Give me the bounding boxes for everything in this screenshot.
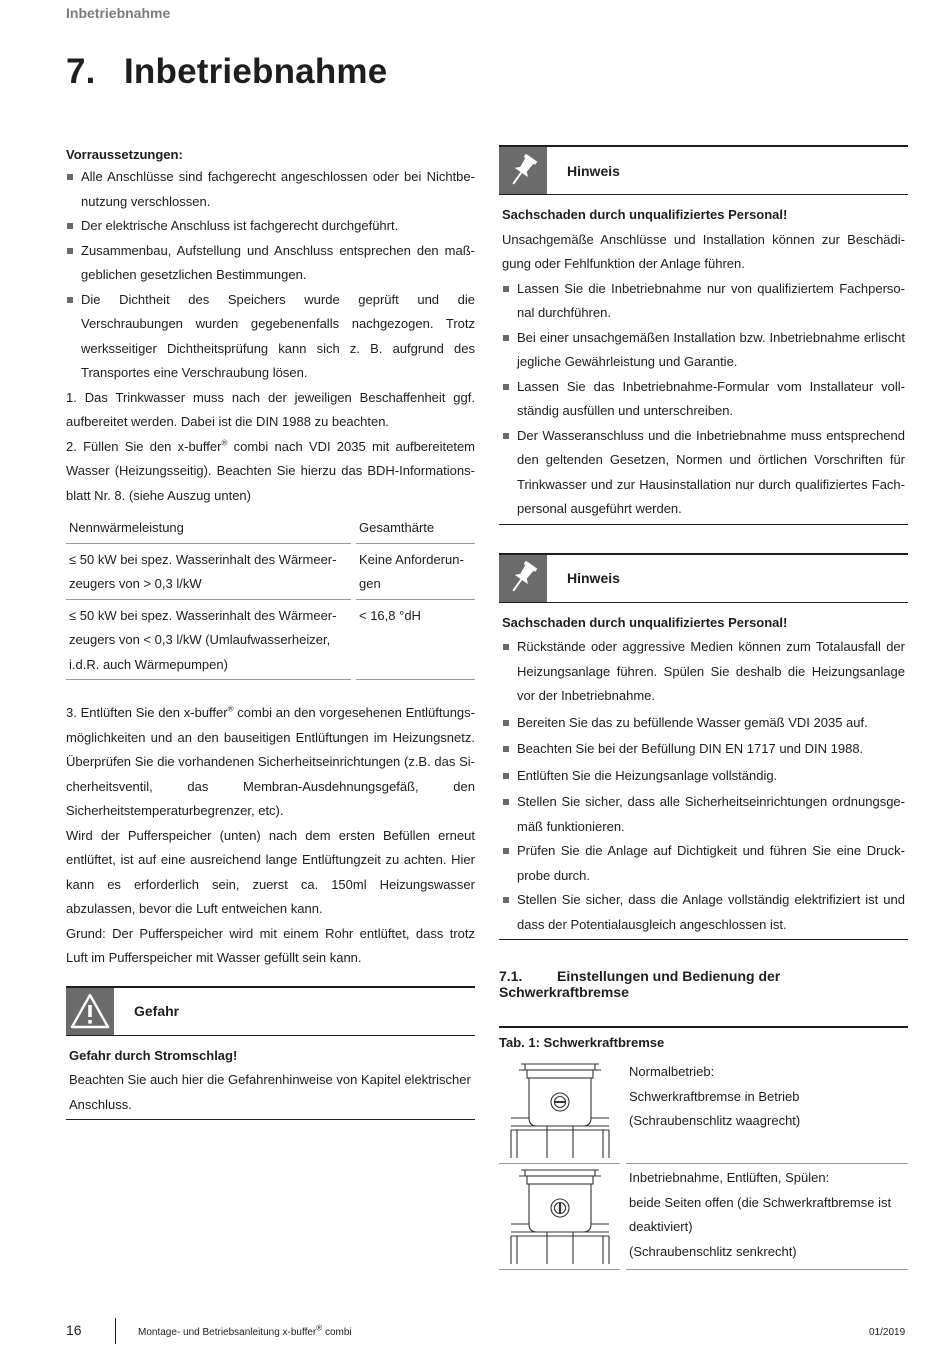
- notice-subtitle: Sachschaden durch unqualifiziertes Personal!: [502, 614, 788, 630]
- notice-header: [499, 555, 908, 603]
- pushpin-icon: [499, 555, 547, 602]
- step-2-start: 2. Füllen Sie den x-buffer: [66, 438, 222, 454]
- notice-list: [502, 277, 905, 522]
- step-2-rest: combi nach VDI 2035 mit aufbereitetem Wasser (Heizungsseitig). Beachten Sie hierzu das BDH-Informationsblatt Nr. 8. (siehe Auszug unten): [66, 438, 475, 503]
- section-heading: [499, 968, 908, 1000]
- water-hardness-table: [66, 512, 475, 680]
- list-item: Stellen Sie sicher, dass alle Sicherheitseinrichtungen ordnungsgemäß funktionieren.: [502, 790, 905, 839]
- footer-title-start: Montage- und Betriebsanleitung x-buffer: [138, 1327, 317, 1338]
- table-row: [66, 600, 475, 681]
- footer-divider: [115, 1318, 116, 1344]
- list-item: Bei einer unsachgemäßen Installation bzw. Inbetriebnahme erlischt jegliche Gewährleistung und Garantie.: [502, 326, 905, 375]
- brake-desc-commissioning: [626, 1164, 908, 1270]
- notice-subtitle: Sachschaden durch unqualifiziertes Personal!: [502, 207, 788, 222]
- table-header-row: [66, 512, 475, 544]
- warning-triangle-icon: [66, 988, 114, 1035]
- danger-box: [66, 986, 475, 1121]
- notice-list: [502, 635, 905, 937]
- table-row: [499, 1058, 908, 1164]
- chapter-title: [66, 52, 387, 92]
- table-cell: ≤ 50 kW bei spez. Wasserinhalt des Wärmeerzeugers von > 0,3 l/kW: [66, 544, 351, 600]
- brake-image-horizontal: [499, 1058, 620, 1164]
- notice-box: [499, 145, 908, 525]
- column-header: Gesamthärte: [356, 512, 475, 544]
- page-number: 16: [66, 1322, 82, 1338]
- table-cell: Keine Anforderungen: [356, 544, 475, 600]
- column-header: Nennwärmeleistung: [66, 512, 351, 544]
- running-head: Inbetriebnahme: [66, 5, 171, 21]
- section-number: 7.1.: [499, 968, 523, 984]
- step-1: 1. Das Trinkwasser muss nach der jeweiligen Beschaffenheit ggf. aufbereitet werden. Dabei ist die DIN 1988 zu beachten.: [66, 389, 475, 429]
- brake-desc-line: Schwerkraftbremse in Betrieb: [629, 1088, 800, 1104]
- brake-desc-line: Normalbetrieb:: [629, 1064, 715, 1079]
- notice-header: [499, 147, 908, 195]
- list-item: Die Dichtheit des Speichers wurde geprüft und die Verschraubungen wurden gegebenenfalls nachgezogen. Trotz werksseitiger Dichtheitsprüfung kann sich z. B. aufgrund des Transportes eine Verschraubung lösen.: [66, 288, 475, 386]
- danger-header: [66, 988, 475, 1036]
- list-item: Lassen Sie das Inbetriebnahme-Formular vom Installateur vollständig ausfüllen und unterschreiben.: [502, 375, 905, 424]
- step-2: [66, 435, 475, 509]
- notice-title: Hinweis: [567, 570, 620, 586]
- table-caption: Tab. 1: Schwerkraftbremse: [499, 1035, 665, 1050]
- table-row: [499, 1164, 908, 1270]
- list-item: Der Wasseranschluss und die Inbetriebnahme muss entsprechend den geltenden Gesetzen, Normen und örtlichen Vorschriften für Trinkwasser und zur Hausinstallation nur durch qualifiziertes Fachpersonal ausgeführt werden.: [502, 424, 905, 522]
- danger-title: Gefahr: [134, 1003, 180, 1019]
- table-row: [66, 544, 475, 600]
- list-item: Der elektrische Anschluss ist fachgerecht durchgeführt.: [66, 214, 475, 239]
- registered-mark: ®: [227, 704, 234, 714]
- section-title: Einstellungen und Bedienung der Schwerkraftbremse: [499, 968, 781, 1000]
- brake-desc-line: beide Seiten offen (die Schwerkraftbremse ist deaktiviert): [629, 1194, 892, 1234]
- danger-body: [66, 1036, 475, 1120]
- list-item: Stellen Sie sicher, dass die Anlage vollständig elektrifiziert ist und dass der Potentialausgleich angeschlossen ist.: [502, 888, 905, 937]
- list-item: Lassen Sie die Inbetriebnahme nur von qualifiziertem Fachpersonal durchführen.: [502, 277, 905, 326]
- notice-body: [499, 195, 908, 524]
- list-item: Beachten Sie bei der Befüllung DIN EN 1717 und DIN 1988.: [502, 737, 905, 762]
- step-3: [66, 701, 475, 824]
- brake-table-block: [499, 1026, 908, 1270]
- registered-mark: ®: [221, 438, 228, 448]
- prereq-heading: Vorraussetzungen:: [66, 147, 183, 162]
- prereq-list: [66, 165, 475, 386]
- right-column: [499, 145, 908, 1270]
- brake-desc-line: Inbetriebnahme, Entlüften, Spülen:: [629, 1170, 830, 1185]
- table-cell: ≤ 50 kW bei spez. Wasserinhalt des Wärmeerzeugers von < 0,3 l/kW (Umlaufwasserheizer, i.d.R. auch Wärmepumpen): [66, 600, 351, 681]
- footer-title-end: combi: [322, 1327, 352, 1338]
- chapter-title-text: Inbetriebnahme: [124, 52, 388, 91]
- list-item: Zusammenbau, Aufstellung und Anschluss entsprechen den maßgeblichen gesetzlichen Bestimmungen.: [66, 239, 475, 288]
- brake-desc-line: (Schraubenschlitz waagrecht): [629, 1113, 801, 1128]
- notice-body: [499, 603, 908, 940]
- notice-title: Hinweis: [567, 162, 620, 179]
- brake-image-vertical: [499, 1164, 620, 1270]
- reason-paragraph: Grund: Der Pufferspeicher wird mit einem Rohr entlüftet, dass trotz Luft im Pufferspeicher mit Wasser gefüllt sein kann.: [66, 925, 475, 965]
- registered-mark: ®: [316, 1323, 323, 1333]
- chapter-number: 7.: [66, 52, 96, 91]
- table-cell: < 16,8 °dH: [356, 600, 475, 681]
- footer-title: [138, 1323, 352, 1338]
- brake-desc-normal: [626, 1058, 908, 1164]
- list-item: Bereiten Sie das zu befüllende Wasser gemäß VDI 2035 auf.: [502, 711, 905, 736]
- step-3-rest: combi an den vorgesehenen Entlüftungsmöglichkeiten und an den bauseitigen Entlüftungen im Heizungsnetz. Überprüfen Sie die vorhandenen Sicherheitseinrichtungen (z.B. das Sicherheitsventil, das Membran-Ausdehnungsgefäß, den Sicherheitstemperaturbegrenzer, etc).: [66, 705, 475, 818]
- list-item: Prüfen Sie die Anlage auf Dichtigkeit und führen Sie eine Druckprobe durch.: [502, 839, 905, 888]
- step-3-start: 3. Entlüften Sie den x-buffer: [66, 705, 228, 720]
- list-item: Rückstände oder aggressive Medien können zum Totalausfall der Heizungsanlage führen. Spülen Sie deshalb die Heizungsanlage vor der Inbetriebnahme.: [502, 635, 905, 709]
- notice-text: Unsachgemäße Anschlüsse und Installation können zur Beschädigung oder Fehlfunktion der Anlage führen.: [502, 231, 905, 271]
- pushpin-icon: [499, 147, 547, 194]
- list-item: Alle Anschlüsse sind fachgerecht angeschlossen oder bei Nichtbenutzung verschlossen.: [66, 165, 475, 214]
- left-column: [66, 145, 475, 1120]
- gravity-brake-vertical-slot: [499, 1166, 620, 1264]
- notice-box: [499, 553, 908, 941]
- brake-table: [499, 1058, 908, 1270]
- danger-subtitle: Gefahr durch Stromschlag!: [69, 1047, 238, 1063]
- list-item: Entlüften Sie die Heizungsanlage vollständig.: [502, 764, 905, 789]
- footer-date: 01/2019: [869, 1327, 906, 1338]
- refill-paragraph: Wird der Pufferspeicher (unten) nach dem ersten Befüllen erneut entlüftet, ist auf eine ausreichend lange Entlüftungzeit zu achten. Hier kann es erforderlich sein, zuerst ca. 150ml Heizungswasser abzulassen, bevor die Luft entweichen kann.: [66, 827, 475, 916]
- danger-text: Beachten Sie auch hier die Gefahrenhinweise von Kapitel elektrischer Anschluss.: [69, 1072, 471, 1112]
- brake-desc-line: (Schraubenschlitz senkrecht): [629, 1243, 797, 1259]
- gravity-brake-horizontal-slot: [499, 1060, 620, 1158]
